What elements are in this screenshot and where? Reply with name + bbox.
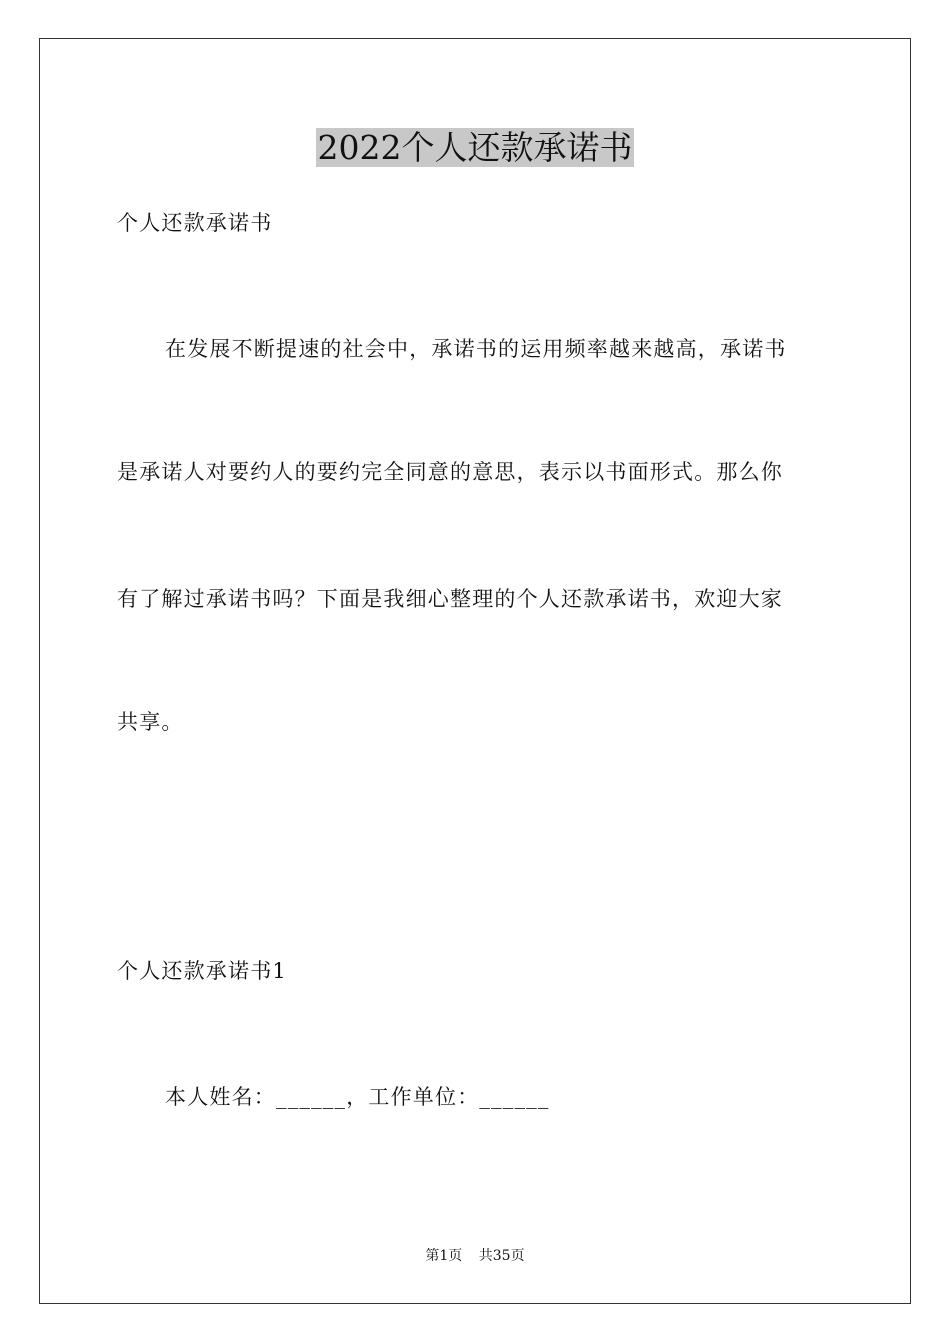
document-subtitle: 个人还款承诺书 [117, 211, 273, 235]
section-heading: 个人还款承诺书1 [117, 959, 287, 983]
page-total: 共35页 [478, 1248, 525, 1264]
intro-line-3: 有了解过承诺书吗？下面是我细心整理的个人还款承诺书，欢迎大家 [117, 587, 783, 611]
intro-line-4: 共享。 [117, 710, 184, 734]
page-number: 第1页 [425, 1248, 463, 1264]
document-title-text: 2022个人还款承诺书 [317, 128, 633, 167]
intro-line-1: 在发展不断提速的社会中，承诺书的运用频率越来越高，承诺书 [165, 337, 787, 361]
form-line-name-employer: 本人姓名：______，工作单位：______ [165, 1085, 550, 1109]
page-footer [0, 1247, 950, 1265]
intro-line-2: 是承诺人对要约人的要约完全同意的意思，表示以书面形式。那么你 [117, 460, 783, 484]
document-title [0, 126, 950, 170]
